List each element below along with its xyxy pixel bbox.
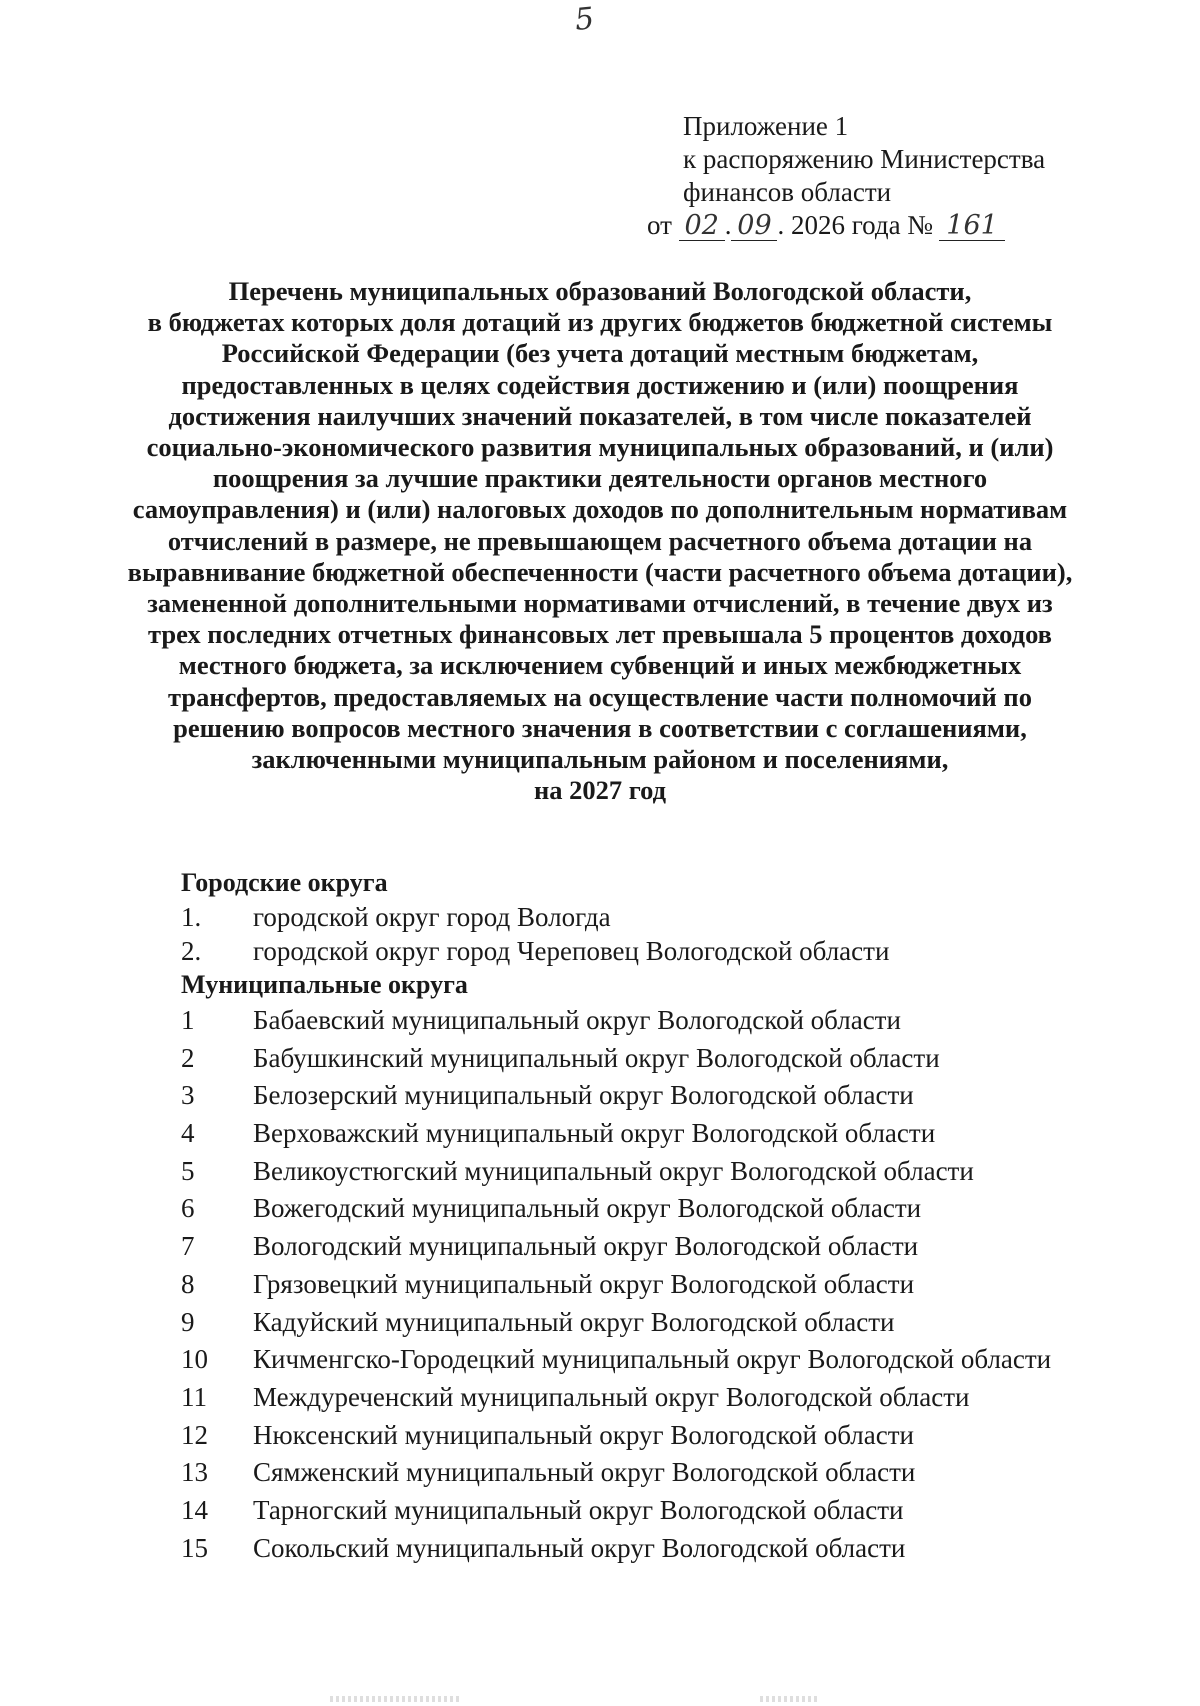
list-item-number: 6 (181, 1193, 195, 1224)
list-item-number: 7 (181, 1231, 195, 1262)
appendix-ministry: финансов области (683, 177, 892, 207)
list-item (181, 1190, 1051, 1228)
list-item-number: 4 (181, 1118, 195, 1149)
page-number: 5 (573, 1, 596, 38)
list-item-number: 2. (181, 936, 202, 966)
title-line: местного бюджета, за исключением субвенций и иных межбюджетных (178, 650, 1022, 681)
list-item (181, 1492, 1051, 1530)
list-item-number: 12 (181, 1419, 208, 1450)
list-item (181, 1454, 1051, 1492)
list-item-name: Сямженский муниципальный округ Вологодской области (253, 1457, 916, 1488)
list-item (181, 1153, 1051, 1191)
list-item (181, 934, 1051, 968)
list-item (181, 1040, 1051, 1078)
handwritten-order-number: 161 (939, 212, 1005, 241)
list-item (181, 1341, 1051, 1379)
list-item (181, 1304, 1051, 1342)
title-line: поощрения за лучшие практики деятельности органов местного (212, 463, 988, 494)
title-line: предоставленных в целях содействия достижению и (или) поощрения (181, 369, 1019, 400)
title-line: заключенными муниципальным районом и поселениями, (251, 744, 949, 775)
list-item-number: 11 (181, 1381, 207, 1412)
list-item-name: Бабаевский муниципальный округ Вологодской области (253, 1005, 901, 1035)
title-line: трансфертов, предоставляемых на осуществление части полномочий по (168, 681, 1032, 712)
list-item-name: городской округ город Вологда (253, 902, 611, 932)
list-item-number: 5 (181, 1155, 195, 1186)
list-item-number: 8 (181, 1268, 195, 1299)
appendix-label: Приложение 1 (683, 111, 849, 141)
list-item-name: Тарногский муниципальный округ Вологодской области (253, 1494, 904, 1525)
title-line: самоуправления) и (или) налоговых доходов по дополнительным нормативам (132, 494, 1068, 525)
title-line: социально-экономического развития муниципальных образований, и (или) (146, 432, 1054, 463)
appendix-date-line (647, 209, 1045, 242)
title-line: достижения наилучших значений показателей, в том числе показателей (168, 400, 1032, 431)
scan-artifact (760, 1696, 820, 1702)
list-item-name: Кадуйский муниципальный округ Вологодской области (253, 1306, 895, 1337)
list-item-name: Грязовецкий муниципальный округ Вологодской области (253, 1268, 915, 1299)
handwritten-month: 09 (731, 212, 777, 241)
title-line: Российской Федерации (без учета дотаций местным бюджетам, (221, 338, 979, 369)
list-item-name: Кичменгско-Городецкий муниципальный округ Вологодской области (253, 1344, 1052, 1375)
title-line: на 2027 год (533, 775, 667, 806)
date-separator: . (777, 210, 785, 240)
appendix-order-ref: к распоряжению Министерства (683, 144, 1046, 174)
handwritten-day: 02 (679, 212, 725, 241)
title-line: трех последних отчетных финансовых лет превышала 5 процентов доходов (148, 619, 1052, 650)
list-item-number: 10 (181, 1344, 208, 1375)
list-item-name: Бабушкинский муниципальный округ Вологодской области (253, 1042, 940, 1073)
list-item-name: Великоустюгский муниципальный округ Вологодской области (253, 1155, 974, 1186)
list-item (181, 1266, 1051, 1304)
list-item-name: городской округ город Череповец Вологодской области (253, 936, 890, 966)
list-item-name: Нюксенский муниципальный округ Вологодской области (253, 1419, 914, 1450)
list-item-number: 1 (181, 1005, 195, 1035)
title-line: замененной дополнительными нормативами отчислений, в течение двух из (147, 588, 1053, 619)
city-districts-list (181, 900, 1051, 968)
list-item (181, 1530, 1051, 1568)
list-item (181, 1417, 1051, 1455)
list-item-number: 15 (181, 1532, 208, 1563)
list-item-name: Вожегодский муниципальный округ Вологодской области (253, 1193, 922, 1224)
list-item (181, 1077, 1051, 1115)
list-item-name: Сокольский муниципальный округ Вологодской области (253, 1532, 906, 1563)
date-prefix: от (647, 210, 672, 240)
title-line: решению вопросов местного значения в соответствии с соглашениями, (173, 712, 1027, 743)
list-item-name: Междуреченский муниципальный округ Вологодской области (253, 1381, 970, 1412)
list-item (181, 1379, 1051, 1417)
list-item-name: Вологодский муниципальный округ Вологодской области (253, 1231, 919, 1262)
section-heading-city-districts: Городские округа (181, 868, 388, 897)
date-year: 2026 года № (790, 210, 934, 240)
title-line: в бюджетах которых доля дотаций из других бюджетов бюджетной системы (147, 307, 1053, 338)
districts-list (181, 866, 1051, 1567)
scan-artifact (330, 1696, 460, 1702)
municipal-districts-list (181, 1002, 1051, 1567)
title-line: Перечень муниципальных образований Вологодской области, (228, 276, 972, 306)
date-separator: . (724, 210, 732, 240)
document-title (100, 276, 1100, 806)
title-line: отчислений в размере, не превышающем расчетного объема дотации на (167, 525, 1033, 556)
list-item-number: 3 (181, 1080, 195, 1111)
list-item-number: 14 (181, 1494, 208, 1525)
list-item (181, 1002, 1051, 1040)
list-item (181, 1228, 1051, 1266)
list-item-name: Белозерский муниципальный округ Вологодской области (253, 1080, 914, 1111)
list-item-number: 13 (181, 1457, 208, 1488)
appendix-header (647, 110, 1046, 242)
list-item (181, 1115, 1051, 1153)
section-heading-municipal-districts: Муниципальные округа (181, 970, 468, 999)
list-item-name: Верховажский муниципальный округ Вологодской области (253, 1118, 936, 1149)
list-item-number: 2 (181, 1042, 195, 1073)
title-line: выравнивание бюджетной обеспеченности (части расчетного объема дотации), (127, 556, 1073, 587)
list-item-number: 1. (181, 902, 202, 932)
list-item (181, 900, 1051, 934)
list-item-number: 9 (181, 1306, 195, 1337)
